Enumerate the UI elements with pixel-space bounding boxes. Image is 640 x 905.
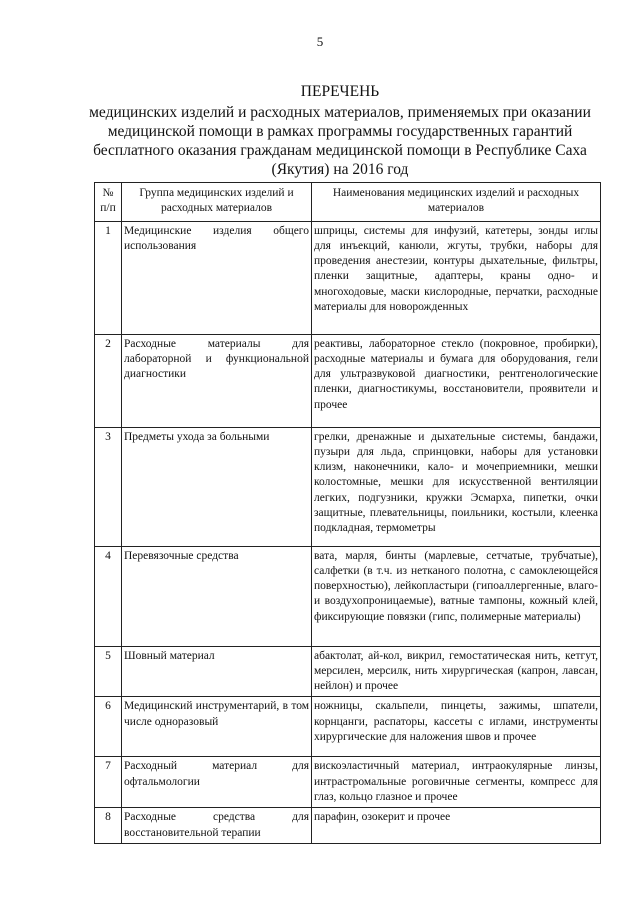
- row-items: ножницы, скальпели, пинцеты, зажимы, шпатели, корнцанги, распаторы, кассеты с иглами, инструменты хирургические для наложения швов и прочее: [312, 697, 601, 757]
- header-group: Группа медицинских изделий и расходных материалов: [122, 183, 312, 222]
- row-num: 1: [95, 221, 122, 334]
- header-num: № п/п: [95, 183, 122, 222]
- row-items: грелки, дренажные и дыхательные системы, бандажи, пузыри для льда, спринцовки, наборы для установки клизм, наконечники, кало- и мочеприемники, мешки колостомные, мешки для искусственной вентиляции легких, подгузники, кружки Эсмарха, пипетки, очки защитные, плевательницы, поильники, костыли, клеенка подкладная, термометры: [312, 427, 601, 546]
- row-num: 2: [95, 334, 122, 427]
- header-name: Наименования медицинских изделий и расходных материалов: [312, 183, 601, 222]
- row-group: Расходные средства для восстановительной терапии: [122, 808, 312, 844]
- row-num: 5: [95, 646, 122, 697]
- table-row: [95, 334, 601, 427]
- row-items: абактолат, ай-кол, викрил, гемостатическая нить, кетгут, мерсилен, мерсилк, нить хирургическая (капрон, лавсан, нейлон) и прочее: [312, 646, 601, 697]
- row-group: Медицинский инструментарий, в том числе одноразовый: [122, 697, 312, 757]
- row-num: 3: [95, 427, 122, 546]
- row-items: шприцы, системы для инфузий, катетеры, зонды иглы для инъекций, канюли, жгуты, трубки, наборы для проведения анестезии, контуры дыхательные, фильтры, пленки защитные, адаптеры, краны одно- и многоходовые, маски кислородные, перчатки, расходные материалы для новорожденных: [312, 221, 601, 334]
- row-group: Расходные материалы для лабораторной и функциональной диагностики: [122, 334, 312, 427]
- row-items: вискоэластичный материал, интраокулярные линзы, интрастромальные роговичные сегменты, компресс для глаз, кольцо глазное и прочее: [312, 757, 601, 808]
- row-num: 4: [95, 546, 122, 646]
- row-group: Предметы ухода за больными: [122, 427, 312, 546]
- row-group: Шовный материал: [122, 646, 312, 697]
- table-row: [95, 757, 601, 808]
- document-title: [60, 82, 620, 179]
- table-header-row: [95, 183, 601, 222]
- title-line: медицинской помощи в рамках программы государственных гарантий: [107, 123, 573, 140]
- table-row: [95, 808, 601, 844]
- title-line: (Якутия) на 2016 год: [271, 161, 409, 178]
- row-group: Расходный материал для офтальмологии: [122, 757, 312, 808]
- title-line: медицинских изделий и расходных материалов, применяемых при оказании: [89, 104, 591, 121]
- title-heading: ПЕРЕЧЕНЬ: [300, 83, 380, 100]
- row-items: вата, марля, бинты (марлевые, сетчатые, трубчатые), салфетки (в т.ч. из нетканого полотна, с самоклеющейся поверхностью), лейкопластыри (гипоаллергенные, влаго- и воздухопроницаемые), ватные тампоны, кожный клей, фиксирующие повязки (гипс, полимерные материалы): [312, 546, 601, 646]
- table-row: [95, 697, 601, 757]
- table-row: [95, 427, 601, 546]
- row-num: 8: [95, 808, 122, 844]
- row-items: парафин, озокерит и прочее: [312, 808, 601, 844]
- items-table: [94, 182, 601, 844]
- page-number: 5: [316, 34, 324, 49]
- table-row: [95, 646, 601, 697]
- table-row: [95, 546, 601, 646]
- row-items: реактивы, лабораторное стекло (покровное, пробирки), расходные материалы и бумага для оборудования, гели для ультразвуковой диагностики, рентгенологические пленки, диагностикумы, восстановители, проявители и прочее: [312, 334, 601, 427]
- row-num: 7: [95, 757, 122, 808]
- row-group: Перевязочные средства: [122, 546, 312, 646]
- table-row: [95, 221, 601, 334]
- row-num: 6: [95, 697, 122, 757]
- title-line: бесплатного оказания гражданам медицинской помощи в Республике Саха: [93, 142, 587, 159]
- row-group: Медицинские изделия общего использования: [122, 221, 312, 334]
